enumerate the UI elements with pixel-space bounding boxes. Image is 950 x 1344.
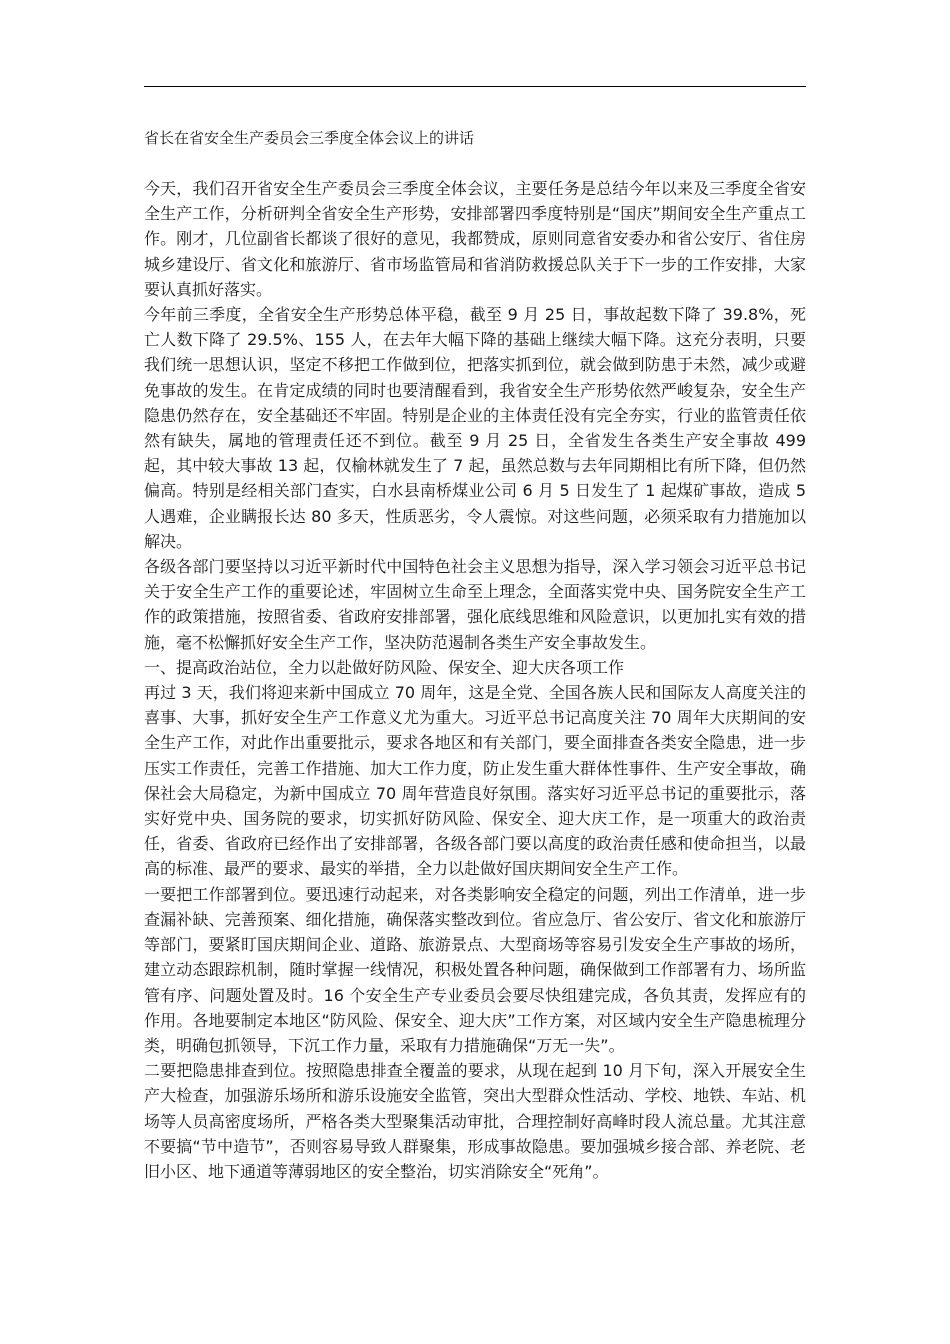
document-body bbox=[144, 176, 806, 1184]
section-heading-1: 一、提高政治站位，全力以赴做好防风险、保安全、迎大庆各项工作 bbox=[144, 657, 625, 677]
header-divider bbox=[144, 86, 806, 87]
paragraph-deployment: 一要把工作部署到位。要迅速行动起来，对各类影响安全稳定的问题，列出工作清单，进一步查漏补缺、完善预案、细化措施，确保落实整改到位。省应急厅、省公安厅、省文化和旅游厅等部门，要紧盯国庆期间企业、道路、旅游景点、大型商场等容易引发安全生产事故的场所，建立动态跟踪机制，随时掌握一线情况，积极处置各种问题，确保做到工作部署有力、场所监管有序、问题处置及时。16 个安全生产专业委员会要尽快组建完成，各负其责，发挥应有的作用。各地要制定本地区“防风险、保安全、迎大庆”工作方案，对区域内安全生产隐患梳理分类，明确包抓领导，下沉工作力量，采取有力措施确保“万无一失”。 bbox=[144, 884, 806, 1055]
paragraph-guidance: 各级各部门要坚持以习近平新时代中国特色社会主义思想为指导，深入学习领会习近平总书记关于安全生产工作的重要论述，牢固树立生命至上理念，全面落实党中央、国务院安全生产工作的政策措施，按照省委、省政府安排部署，强化底线思维和风险意识，以更加扎实有效的措施，毫不松懈抓好安全生产工作，坚决防范遏制各类生产安全事故发生。 bbox=[144, 557, 806, 652]
paragraph-situation: 今年前三季度，全省安全生产形势总体平稳，截至 9 月 25 日，事故起数下降了 39.8%，死亡人数下降了 29.5%、155 人，在去年大幅下降的基础上继续大幅下降。这充分表明，只要我们统一思想认识，坚定不移把工作做到位，把落实抓到位，就会做到防患于未然，减少或避免事故的发生。在肯定成绩的同时也要清醒看到，我省安全生产形势依然严峻复杂，安全生产隐患仍然存在，安全基础还不牢固。特别是企业的主体责任没有完全夯实，行业的监管责任依然有缺失，属地的管理责任还不到位。截至 9 月 25 日，全省发生各类生产安全事故 499 起，其中较大事故 13 起，仅榆林就发生了 7 起，虽然总数与去年同期相比有所下降，但仍然偏高。特别是经相关部门查实，白水县南桥煤业公司 6 月 5 日发生了 1 起煤矿事故，造成 5 人遇难，企业瞒报长达 80 多天，性质恶劣，令人震惊。对这些问题，必须采取有力措施加以解决。 bbox=[144, 305, 806, 551]
paragraph-opening: 今天，我们召开省安全生产委员会三季度全体会议，主要任务是总结今年以来及三季度全省安全生产工作，分析研判全省安全生产形势，安排部署四季度特别是“国庆”期间安全生产重点工作。刚才，几位副省长都谈了很好的意见，我都赞成，原则同意省安委办和省公安厅、省住房城乡建设厅、省文化和旅游厅、省市场监管局和省消防救援总队关于下一步的工作安排，大家要认真抓好落实。 bbox=[144, 179, 806, 299]
paragraph-anniversary: 再过 3 天，我们将迎来新中国成立 70 周年，这是全党、全国各族人民和国际友人高度关注的喜事、大事，抓好安全生产工作意义尤为重大。习近平总书记高度关注 70 周年大庆期间的安全生产工作，对此作出重要批示，要求各地区和有关部门，要全面排查各类安全隐患，进一步压实工作责任，完善工作措施、加大工作力度，防止发生重大群体性事件、生产安全事故，确保社会大局稳定，为新中国成立 70 周年营造良好氛围。落实好习近平总书记的重要批示，落实好党中央、国务院的要求，切实抓好防风险、保安全、迎大庆工作，是一项重大的政治责任，省委、省政府已经作出了安排部署，各级各部门要以高度的政治责任感和使命担当，以最高的标准、最严的要求、最实的举措，全力以赴做好国庆期间安全生产工作。 bbox=[144, 683, 806, 879]
paragraph-inspection: 二要把隐患排查到位。按照隐患排查全覆盖的要求，从现在起到 10 月下旬，深入开展安全生产大检查，加强游乐场所和游乐设施安全监管，突出大型群众性活动、学校、地铁、车站、机场等人员高密度场所，严格各类大型聚集活动审批，合理控制好高峰时段人流总量。尤其注意不要搞“节中造节”，否则容易导致人群聚集，形成事故隐患。要加强城乡接合部、养老院、老旧小区、地下通道等薄弱地区的安全整治，切实消除安全“死角”。 bbox=[144, 1061, 806, 1181]
document-title: 省长在省安全生产委员会三季度全体会议上的讲话 bbox=[144, 129, 475, 147]
